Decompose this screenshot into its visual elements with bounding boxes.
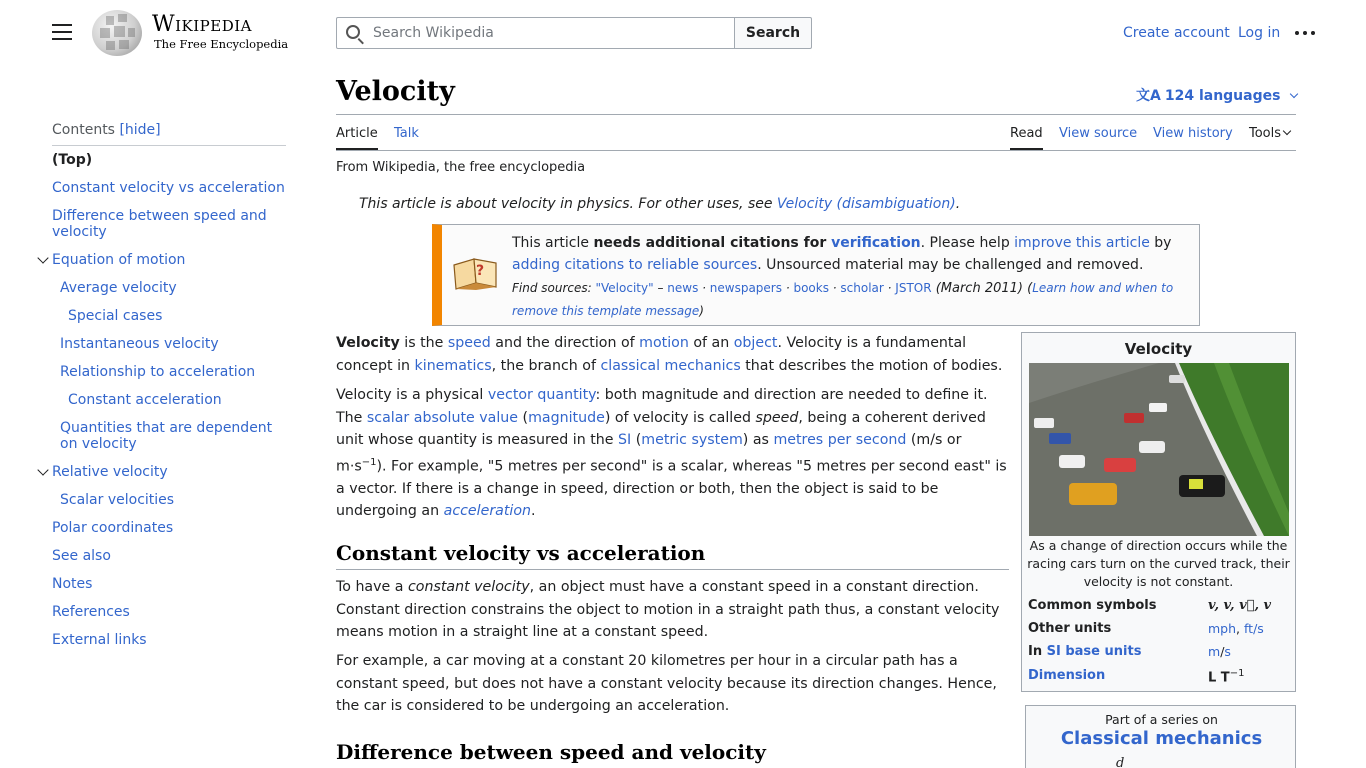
racing-cars-image[interactable] (1029, 363, 1289, 536)
wikipedia-wordmark[interactable]: Wikipedia (152, 12, 252, 37)
notice-text (512, 232, 1192, 276)
text: that describes the motion of bodies. (740, 357, 1003, 374)
notice-date: (March 2011) ( (931, 281, 1033, 296)
language-selector[interactable] (1136, 85, 1297, 105)
tools-menu[interactable] (1249, 126, 1290, 141)
acceleration-link[interactable]: acceleration (443, 503, 532, 520)
search-icon (346, 25, 360, 39)
lead-bold: Velocity (336, 335, 400, 351)
dimension-exponent: −1 (1229, 668, 1245, 679)
text: . (531, 503, 536, 520)
text: Velocity is a physical (336, 387, 488, 403)
find-sources: Find sources: "Velocity" – news · newspapers · books · scholar · JSTOR (March 2011) (Learn how and when to remove this template message) (512, 281, 1174, 318)
text: ( (518, 409, 529, 426)
kinematics-link[interactable]: kinematics (414, 357, 492, 374)
notice-close-paren: ) (699, 304, 704, 318)
tab-talk[interactable]: Talk (394, 126, 419, 141)
text: and the direction of (490, 335, 640, 351)
find-sources-label: Find sources: (512, 281, 596, 295)
search-button[interactable]: Search (734, 17, 812, 49)
adding-citations-link[interactable]: adding citations to reliable sources (512, 257, 758, 273)
label-pre: In (1028, 644, 1047, 659)
metres-per-second-link[interactable]: metres per second (773, 432, 907, 448)
improve-article-link[interactable]: improve this article (1014, 235, 1150, 251)
exponent: −1 (361, 456, 377, 468)
classical-mechanics-sidebar (1025, 705, 1296, 768)
text: ) as (742, 432, 774, 448)
infobox-label (1028, 644, 1141, 659)
toc-item-references[interactable]: References (52, 604, 130, 620)
si-base-units-link[interactable]: SI base units (1046, 644, 1142, 659)
value-sep: / (1220, 644, 1225, 659)
metric-system-link[interactable]: metric system (641, 432, 743, 448)
text: , an object must have a constant speed in a constant direction. Constant direction constrains the object to motion in a straight path thus, a constant velocity means motion in a straight line at a constant speed. (336, 579, 1000, 640)
title-divider (336, 114, 1296, 115)
text: To have a (336, 579, 408, 595)
infobox-value: v, v, v⃗, 𝒗 (1208, 598, 1272, 613)
toc-toggle-relative-velocity-icon[interactable] (38, 466, 48, 476)
more-options-icon[interactable] (1295, 31, 1315, 36)
tools-label: Tools (1249, 126, 1282, 141)
racing-track-illustration (1029, 363, 1289, 536)
tab-article-underline (336, 148, 378, 150)
text: ). For example, "5 metres per second" is a scalar, whereas "5 metres per second east" is a vector. If there is a change in speed, direction or both, then the object is said to be undergoing an (336, 458, 1007, 520)
text: , the branch of (491, 357, 601, 374)
wikipedia-globe-logo[interactable] (92, 10, 142, 56)
search-input[interactable] (373, 19, 728, 47)
series-formula: d (1116, 756, 1125, 768)
toc-item-relative-velocity[interactable]: Relative velocity (52, 464, 168, 480)
source-books-link[interactable]: books (793, 281, 829, 295)
tab-read-underline (1010, 148, 1043, 150)
chevron-down-icon (1290, 90, 1298, 98)
second-link[interactable]: s (1224, 644, 1231, 659)
search-box (336, 17, 735, 49)
toc-item-external-links[interactable]: External links (52, 632, 147, 648)
mph-link[interactable]: mph (1208, 621, 1237, 636)
constant-velocity-paragraph-2: For example, a car moving at a constant 20 kilometres per hour in a circular path has a constant speed, but does not have a constant velocity because its direction changes. Hence, the car is considered to be undergoing an acceleration. (336, 653, 997, 714)
source-scholar-link[interactable]: scholar (840, 281, 884, 295)
constant-velocity-paragraph-1 (336, 576, 1008, 644)
toc-item-relationship-to-acceleration[interactable]: Relationship to acceleration (60, 364, 256, 380)
main-menu-icon[interactable] (52, 24, 72, 42)
infobox-value (1208, 621, 1264, 636)
chevron-down-icon (1283, 127, 1291, 135)
object-link[interactable]: object (733, 335, 778, 351)
classical-mechanics-link[interactable]: Classical mechanics (1060, 728, 1263, 749)
intro-paragraph-1 (336, 332, 1008, 377)
toc-item-average-velocity[interactable]: Average velocity (60, 280, 177, 296)
section-heading-constant-velocity: Constant velocity vs acceleration (336, 541, 706, 565)
toc-title: Contents (52, 122, 115, 138)
learn-remove-link[interactable]: Learn how and when to remove this template message (512, 281, 1174, 318)
toc-header (52, 122, 286, 146)
constant-velocity-italic: constant velocity (407, 579, 530, 595)
toc-item-see-also[interactable]: See also (52, 548, 111, 564)
verification-link[interactable]: verification (831, 235, 921, 251)
infobox-caption: As a change of direction occurs while the racing cars turn on the curved track, their velocity is not constant. (1027, 538, 1290, 589)
notice-bold: needs additional citations for (593, 235, 832, 251)
toc-item-special-cases[interactable]: Special cases (68, 308, 163, 324)
tabs-divider (336, 150, 1296, 151)
toc-item-notes[interactable]: Notes (52, 576, 93, 592)
speed-italic: speed (755, 409, 799, 426)
series-part-of: Part of a series on (1105, 712, 1218, 727)
citation-needed-notice (432, 224, 1200, 326)
hatnote-text: This article is about velocity in physics. For other uses, see (359, 196, 777, 212)
toc-item-constant-velocity[interactable]: Constant velocity vs acceleration (52, 180, 285, 196)
infobox-value (1208, 668, 1244, 685)
toc-toggle-equation-of-motion-icon[interactable] (38, 254, 48, 264)
toc-item-equation-of-motion[interactable]: Equation of motion (52, 252, 186, 268)
source-dash: – (653, 281, 668, 295)
wikipedia-tagline: The Free Encyclopedia (154, 37, 289, 51)
notice-t2: . Please help (920, 235, 1015, 251)
tab-view-history[interactable]: View history (1153, 126, 1233, 141)
text: ( (631, 432, 642, 448)
language-count: 124 languages (1164, 88, 1281, 104)
toc-item-constant-acceleration[interactable]: Constant acceleration (68, 392, 222, 408)
notice-t4: . Unsourced material may be challenged and removed. (757, 257, 1144, 273)
source-velocity-link[interactable]: "Velocity" (595, 281, 654, 295)
fts-link[interactable]: ft/s (1244, 621, 1264, 636)
toc-item-polar-coordinates[interactable]: Polar coordinates (52, 520, 174, 536)
infobox-title: Velocity (1124, 340, 1193, 358)
text: of an (688, 335, 734, 351)
classical-mechanics-link[interactable]: classical mechanics (600, 357, 741, 374)
toc-item-scalar-velocities[interactable]: Scalar velocities (60, 492, 175, 508)
text: is the (399, 335, 448, 351)
toc-item-speed-vs-velocity[interactable]: Difference between speed and velocity (52, 208, 267, 240)
motion-link[interactable]: motion (639, 335, 689, 351)
speed-link[interactable]: speed (447, 335, 491, 351)
source-jstor-link[interactable]: JSTOR (895, 281, 932, 295)
page-title: Velocity (336, 76, 455, 107)
table-of-contents (52, 122, 286, 146)
notice-t3: by (1149, 235, 1172, 251)
toc-item-top[interactable]: (Top) (52, 152, 93, 168)
source-news-link[interactable]: news (667, 281, 699, 295)
si-link[interactable]: SI (618, 432, 632, 448)
toc-item-dependent-quantities[interactable]: Quantities that are dependent on velocity (60, 420, 273, 452)
text: , being a coherent derived unit whose quantity is measured in the (336, 409, 986, 448)
infobox-label: Common symbols (1028, 598, 1157, 613)
site-subtitle: From Wikipedia, the free encyclopedia (336, 160, 586, 175)
infobox-value (1208, 644, 1231, 659)
create-account-link[interactable]: Create account (1123, 25, 1230, 41)
text: : both magnitude and direction are needed to define it. The (336, 387, 988, 426)
source-newspapers-link[interactable]: newspapers (709, 281, 782, 295)
toc-hide-link[interactable]: [hide] (119, 122, 161, 138)
translate-icon: 文A (1136, 88, 1161, 104)
vector-quantity-link[interactable]: vector quantity (487, 387, 596, 403)
value-sep: , (1236, 621, 1244, 636)
notice-t1: This article (512, 235, 594, 251)
intro-paragraph-2 (336, 384, 1008, 523)
hatnote (359, 196, 960, 212)
toc-item-instantaneous-velocity[interactable]: Instantaneous velocity (60, 336, 219, 352)
book-question-icon (452, 253, 500, 291)
magnitude-link[interactable]: magnitude (528, 409, 605, 426)
infobox (1021, 332, 1296, 692)
dimension-link[interactable]: Dimension (1028, 668, 1106, 683)
section-heading-speed-vs-velocity: Difference between speed and velocity (336, 740, 766, 764)
metre-link[interactable]: m (1208, 644, 1221, 659)
hatnote-end: . (955, 196, 961, 212)
infobox-label: Other units (1028, 621, 1112, 636)
tab-read[interactable]: Read (1010, 126, 1043, 141)
scalar-absolute-value-link[interactable]: scalar absolute value (366, 409, 519, 426)
text: ) of velocity is called (604, 409, 756, 426)
text: (m/s or m⋅s (336, 432, 962, 475)
log-in-link[interactable]: Log in (1238, 25, 1281, 41)
disambiguation-link[interactable]: Velocity (disambiguation) (776, 196, 956, 212)
dimension-value: L T (1208, 670, 1230, 686)
heading-divider (336, 569, 1009, 570)
tab-view-source[interactable]: View source (1059, 126, 1138, 141)
tab-article[interactable]: Article (336, 126, 378, 141)
text: . Velocity is a fundamental concept in (336, 335, 967, 374)
svg-text:?: ? (476, 263, 485, 279)
